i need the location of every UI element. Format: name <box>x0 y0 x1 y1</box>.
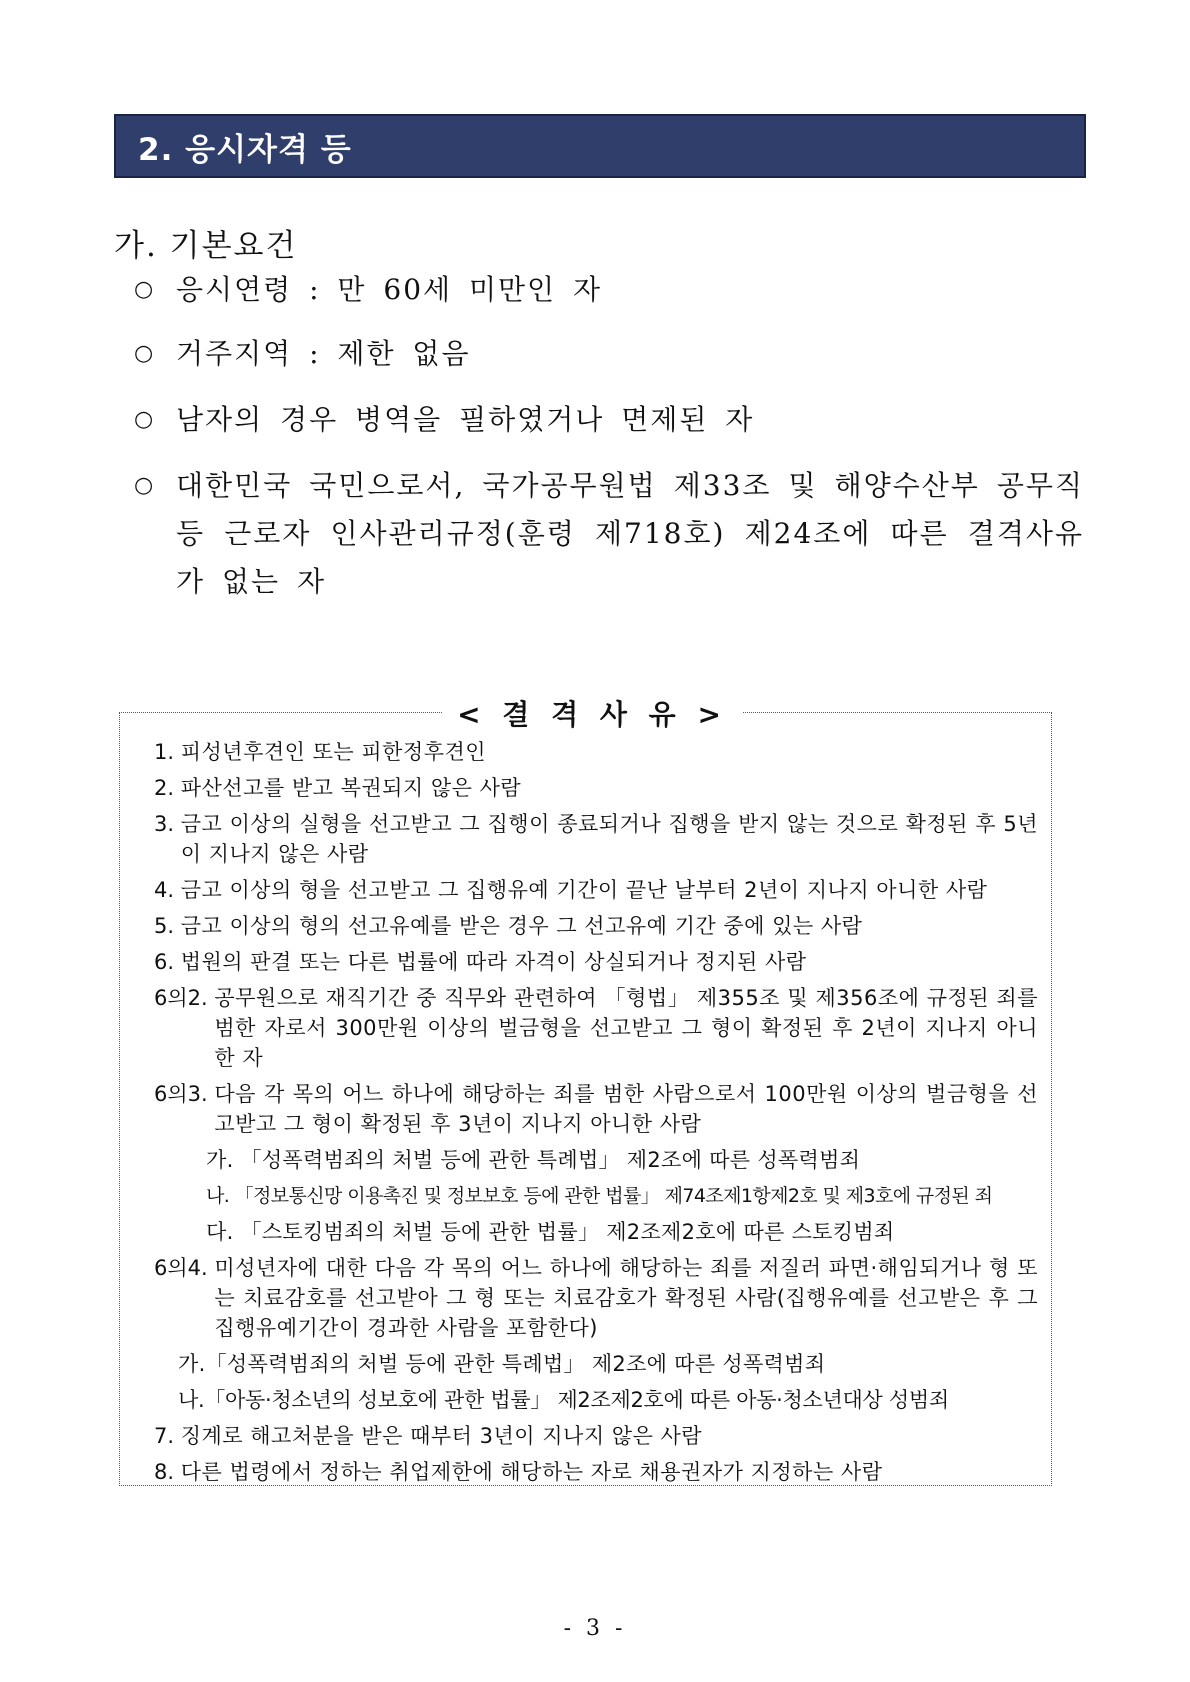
list-item <box>154 947 1038 977</box>
requirement-text: 남자의 경우 병역을 필하였거나 면제된 자 <box>176 403 755 436</box>
item-text: 징계로 해고처분을 받은 때부터 3년이 지나지 않은 사람 <box>180 1424 703 1448</box>
item-text: 미성년자에 대한 다음 각 목의 어느 하나에 해당하는 죄를 저질러 파면·해임되거나 형 또는 치료감호를 선고받아 그 형 또는 치료감호가 확정된 사람(집행유예를 선고받은 후 그 집행유예기간이 경과한 사람을 포함한다) <box>214 1256 1038 1340</box>
circle-bullet-icon: ○ <box>134 277 156 302</box>
requirement-disqualification <box>134 462 1084 606</box>
item-text: 법원의 판결 또는 다른 법률에 따라 자격이 상실되거나 정지된 사람 <box>180 950 807 974</box>
list-item <box>154 1457 1038 1487</box>
sub-item: 가. 「성폭력범죄의 처벌 등에 관한 특례법」 제2조에 따른 성폭력범죄 <box>206 1148 861 1172</box>
requirement-military <box>134 396 1084 444</box>
sub-item: 나. 「정보통신망 이용촉진 및 정보보호 등에 관한 법률」 제74조제1항제2호 및 제3호에 규정된 죄 <box>206 1185 993 1207</box>
item-text: 파산선고를 받고 복권되지 않은 사람 <box>180 776 522 800</box>
item-number: 4. <box>154 878 181 902</box>
requirement-residence <box>134 330 1084 378</box>
item-number: 5. <box>154 914 181 938</box>
disqualification-title: < 결 격 사 유 > <box>442 693 742 733</box>
item-number: 8. <box>154 1460 181 1484</box>
sub-item: 다. 「스토킹범죄의 처벌 등에 관한 법률」 제2조제2호에 따른 스토킹범죄 <box>206 1220 895 1244</box>
list-item <box>154 911 1038 941</box>
item-number: 1. <box>154 740 181 764</box>
subheading-basic-requirements: 가. 기본요건 <box>114 228 298 264</box>
section-title: 2. 응시자격 등 <box>138 131 352 168</box>
list-item <box>154 875 1038 905</box>
item-text: 다른 법령에서 정하는 취업제한에 해당하는 자로 채용권자가 지정하는 사람 <box>180 1460 883 1484</box>
list-item <box>154 737 1038 767</box>
list-item <box>154 983 1038 1073</box>
item-number: 6. <box>154 950 181 974</box>
item-text: 금고 이상의 형을 선고받고 그 집행유예 기간이 끝난 날부터 2년이 지나지 아니한 사람 <box>180 878 988 902</box>
list-item <box>154 1079 1038 1139</box>
circle-bullet-icon: ○ <box>134 473 156 498</box>
item-text: 공무원으로 재직기간 중 직무와 관련하여 「형법」 제355조 및 제356조에 규정된 죄를 범한 자로서 300만원 이상의 벌금형을 선고받고 그 형이 확정된 후 2년이 지나지 아니한 자 <box>214 986 1038 1070</box>
disqualification-list <box>154 737 1038 1493</box>
requirement-text: 대한민국 국민으로서, 국가공무원법 제33조 및 해양수산부 공무직 등 근로자 인사관리규정(훈령 제718호) 제24조에 따른 결격사유가 없는 자 <box>176 469 1084 598</box>
list-item <box>154 1421 1038 1451</box>
item-number: 6의3. <box>154 1082 215 1106</box>
item-number: 2. <box>154 776 181 800</box>
section-header-banner <box>114 114 1086 178</box>
item-text: 금고 이상의 형의 선고유예를 받은 경우 그 선고유예 기간 중에 있는 사람 <box>180 914 863 938</box>
item-text: 금고 이상의 실형을 선고받고 그 집행이 종료되거나 집행을 받지 않는 것으로 확정된 후 5년이 지나지 않은 사람 <box>180 812 1038 866</box>
item-number: 6의4. <box>154 1256 215 1280</box>
item-text: 피성년후견인 또는 피한정후견인 <box>180 740 487 764</box>
circle-bullet-icon: ○ <box>134 341 156 366</box>
sub-item: 나.「아동·청소년의 성보호에 관한 법률」 제2조제2호에 따른 아동·청소년대상 성범죄 <box>178 1388 949 1412</box>
item-number: 6의2. <box>154 986 215 1010</box>
page-number: - 3 - <box>563 1616 627 1641</box>
item-number: 3. <box>154 812 181 836</box>
requirement-age <box>134 266 1084 314</box>
circle-bullet-icon: ○ <box>134 407 156 432</box>
list-item <box>154 773 1038 803</box>
list-item <box>154 1253 1038 1343</box>
sub-item: 가.「성폭력범죄의 처벌 등에 관한 특례법」 제2조에 따른 성폭력범죄 <box>178 1352 826 1376</box>
item-text: 다음 각 목의 어느 하나에 해당하는 죄를 범한 사람으로서 100만원 이상의 벌금형을 선고받고 그 형이 확정된 후 3년이 지나지 아니한 사람 <box>214 1082 1038 1136</box>
requirement-text: 거주지역 : 제한 없음 <box>176 337 471 370</box>
item-number: 7. <box>154 1424 181 1448</box>
requirement-text: 응시연령 : 만 60세 미만인 자 <box>176 273 603 306</box>
list-item <box>154 809 1038 869</box>
